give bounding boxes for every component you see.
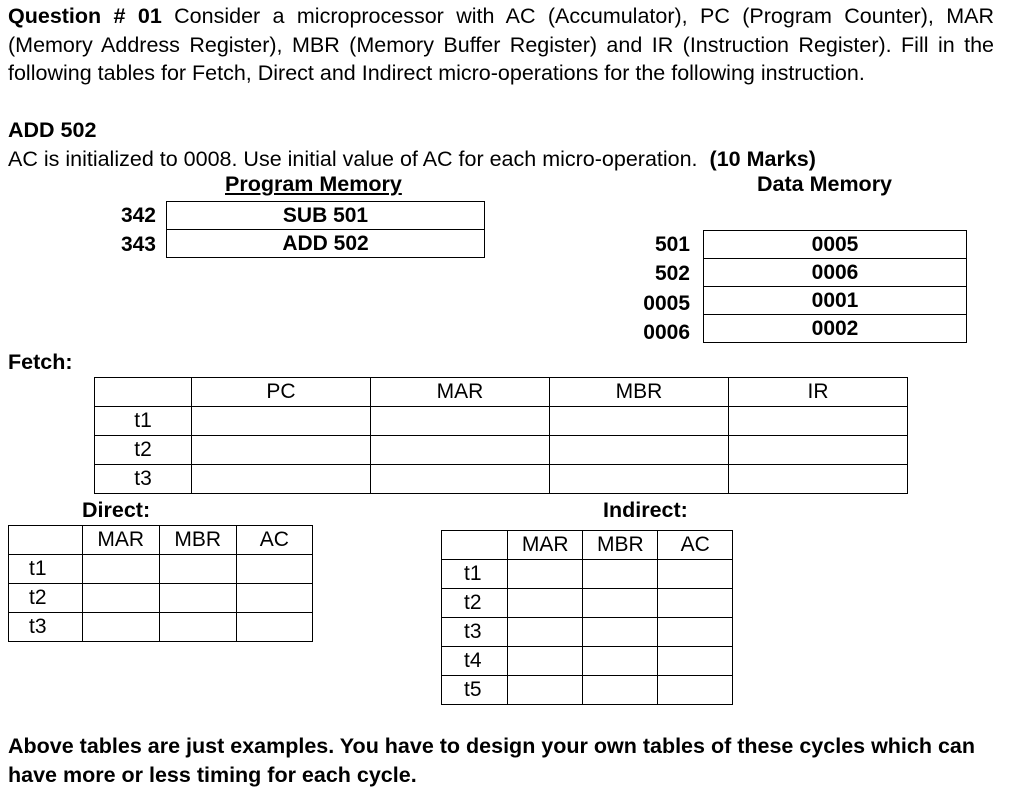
instruction-label: ADD 502 xyxy=(8,118,97,142)
time-step: t2 xyxy=(442,589,508,618)
indirect-label: Indirect: xyxy=(603,498,688,522)
table-cell xyxy=(82,584,159,613)
table-cell xyxy=(658,618,733,647)
table-row xyxy=(442,647,733,676)
table-corner-cell xyxy=(442,531,508,560)
table-row xyxy=(442,560,733,589)
indirect-table xyxy=(441,530,733,705)
time-step: t2 xyxy=(95,436,192,465)
marks-label: (10 Marks) xyxy=(709,147,816,171)
table-cell xyxy=(236,555,312,584)
table-row xyxy=(95,465,908,494)
table-row xyxy=(9,584,313,613)
table-row xyxy=(167,230,485,258)
table-cell xyxy=(508,560,583,589)
table-header-row xyxy=(95,378,908,407)
question-text xyxy=(8,2,994,88)
program-value: ADD 502 xyxy=(167,230,485,258)
data-value: 0002 xyxy=(704,315,967,343)
program-memory-table xyxy=(166,201,485,258)
data-memory-title: Data Memory xyxy=(757,172,893,196)
data-address: 502 xyxy=(654,262,690,285)
table-header: PC xyxy=(192,378,371,407)
data-memory-table xyxy=(703,230,967,343)
table-cell xyxy=(658,560,733,589)
ac-note xyxy=(8,145,816,174)
time-step: t5 xyxy=(442,676,508,705)
table-cell xyxy=(508,676,583,705)
time-step: t3 xyxy=(442,618,508,647)
time-step: t4 xyxy=(442,647,508,676)
table-row xyxy=(442,618,733,647)
table-row xyxy=(95,407,908,436)
time-step: t1 xyxy=(9,555,83,584)
table-cell xyxy=(82,555,159,584)
table-header-row xyxy=(442,531,733,560)
table-row xyxy=(704,315,967,343)
table-row xyxy=(442,589,733,618)
table-cell xyxy=(583,589,658,618)
table-cell xyxy=(192,465,371,494)
data-address: 0005 xyxy=(643,292,690,315)
table-cell xyxy=(192,436,371,465)
table-cell xyxy=(159,555,236,584)
table-header: AC xyxy=(236,526,312,555)
table-cell xyxy=(550,436,729,465)
table-header: AC xyxy=(658,531,733,560)
table-row xyxy=(9,613,313,642)
program-value: SUB 501 xyxy=(167,202,485,230)
table-row xyxy=(95,436,908,465)
table-cell xyxy=(583,560,658,589)
time-step: t3 xyxy=(9,613,83,642)
footer-note: Above tables are just examples. You have to design your own tables of these cycles which can have more or less timing for each cycle. xyxy=(8,734,976,787)
table-cell xyxy=(371,465,550,494)
table-corner-cell xyxy=(95,378,192,407)
table-cell xyxy=(371,436,550,465)
table-header: MBR xyxy=(583,531,658,560)
table-cell xyxy=(508,647,583,676)
table-header: MBR xyxy=(159,526,236,555)
data-address: 501 xyxy=(654,233,690,256)
data-value: 0001 xyxy=(704,287,967,315)
table-header: MBR xyxy=(550,378,729,407)
table-row xyxy=(442,676,733,705)
table-header: MAR xyxy=(82,526,159,555)
table-cell xyxy=(371,407,550,436)
table-row xyxy=(704,231,967,259)
table-cell xyxy=(583,618,658,647)
table-header: IR xyxy=(729,378,908,407)
question-label: Question # 01 xyxy=(8,4,162,28)
table-cell xyxy=(192,407,371,436)
ac-note-text: AC is initialized to 0008. Use initial value of AC for each micro-operation. xyxy=(8,147,698,171)
time-step: t3 xyxy=(95,465,192,494)
table-cell xyxy=(729,407,908,436)
table-cell xyxy=(236,613,312,642)
program-memory-title: Program Memory xyxy=(225,172,402,196)
time-step: t2 xyxy=(9,584,83,613)
table-cell xyxy=(550,465,729,494)
data-address: 0006 xyxy=(643,321,690,344)
table-cell xyxy=(658,589,733,618)
table-header-row xyxy=(9,526,313,555)
time-step: t1 xyxy=(95,407,192,436)
table-cell xyxy=(583,647,658,676)
program-address: 342 xyxy=(120,204,156,227)
table-cell xyxy=(658,676,733,705)
table-header: MAR xyxy=(371,378,550,407)
direct-label: Direct: xyxy=(82,498,151,522)
table-corner-cell xyxy=(9,526,83,555)
table-cell xyxy=(508,589,583,618)
data-value: 0006 xyxy=(704,259,967,287)
table-header: MAR xyxy=(508,531,583,560)
program-address: 343 xyxy=(120,233,156,256)
table-cell xyxy=(729,436,908,465)
data-value: 0005 xyxy=(704,231,967,259)
table-cell xyxy=(159,613,236,642)
table-cell xyxy=(550,407,729,436)
table-row xyxy=(167,202,485,230)
fetch-label: Fetch: xyxy=(8,350,73,374)
question-body: Consider a microprocessor with AC (Accumulator), PC (Program Counter), MAR (Memory Address Register), MBR (Memory Buffer Register) and IR (Instruction Register). Fill in the following tables for Fetch, Direct and Indirect micro-operations for the following instruction. xyxy=(8,4,994,85)
table-cell xyxy=(583,676,658,705)
table-row xyxy=(704,259,967,287)
table-cell xyxy=(82,613,159,642)
fetch-table xyxy=(94,377,908,494)
table-cell xyxy=(236,584,312,613)
table-cell xyxy=(508,618,583,647)
table-cell xyxy=(729,465,908,494)
direct-table xyxy=(8,525,313,642)
table-row xyxy=(704,287,967,315)
table-row xyxy=(9,555,313,584)
table-cell xyxy=(658,647,733,676)
table-cell xyxy=(159,584,236,613)
time-step: t1 xyxy=(442,560,508,589)
